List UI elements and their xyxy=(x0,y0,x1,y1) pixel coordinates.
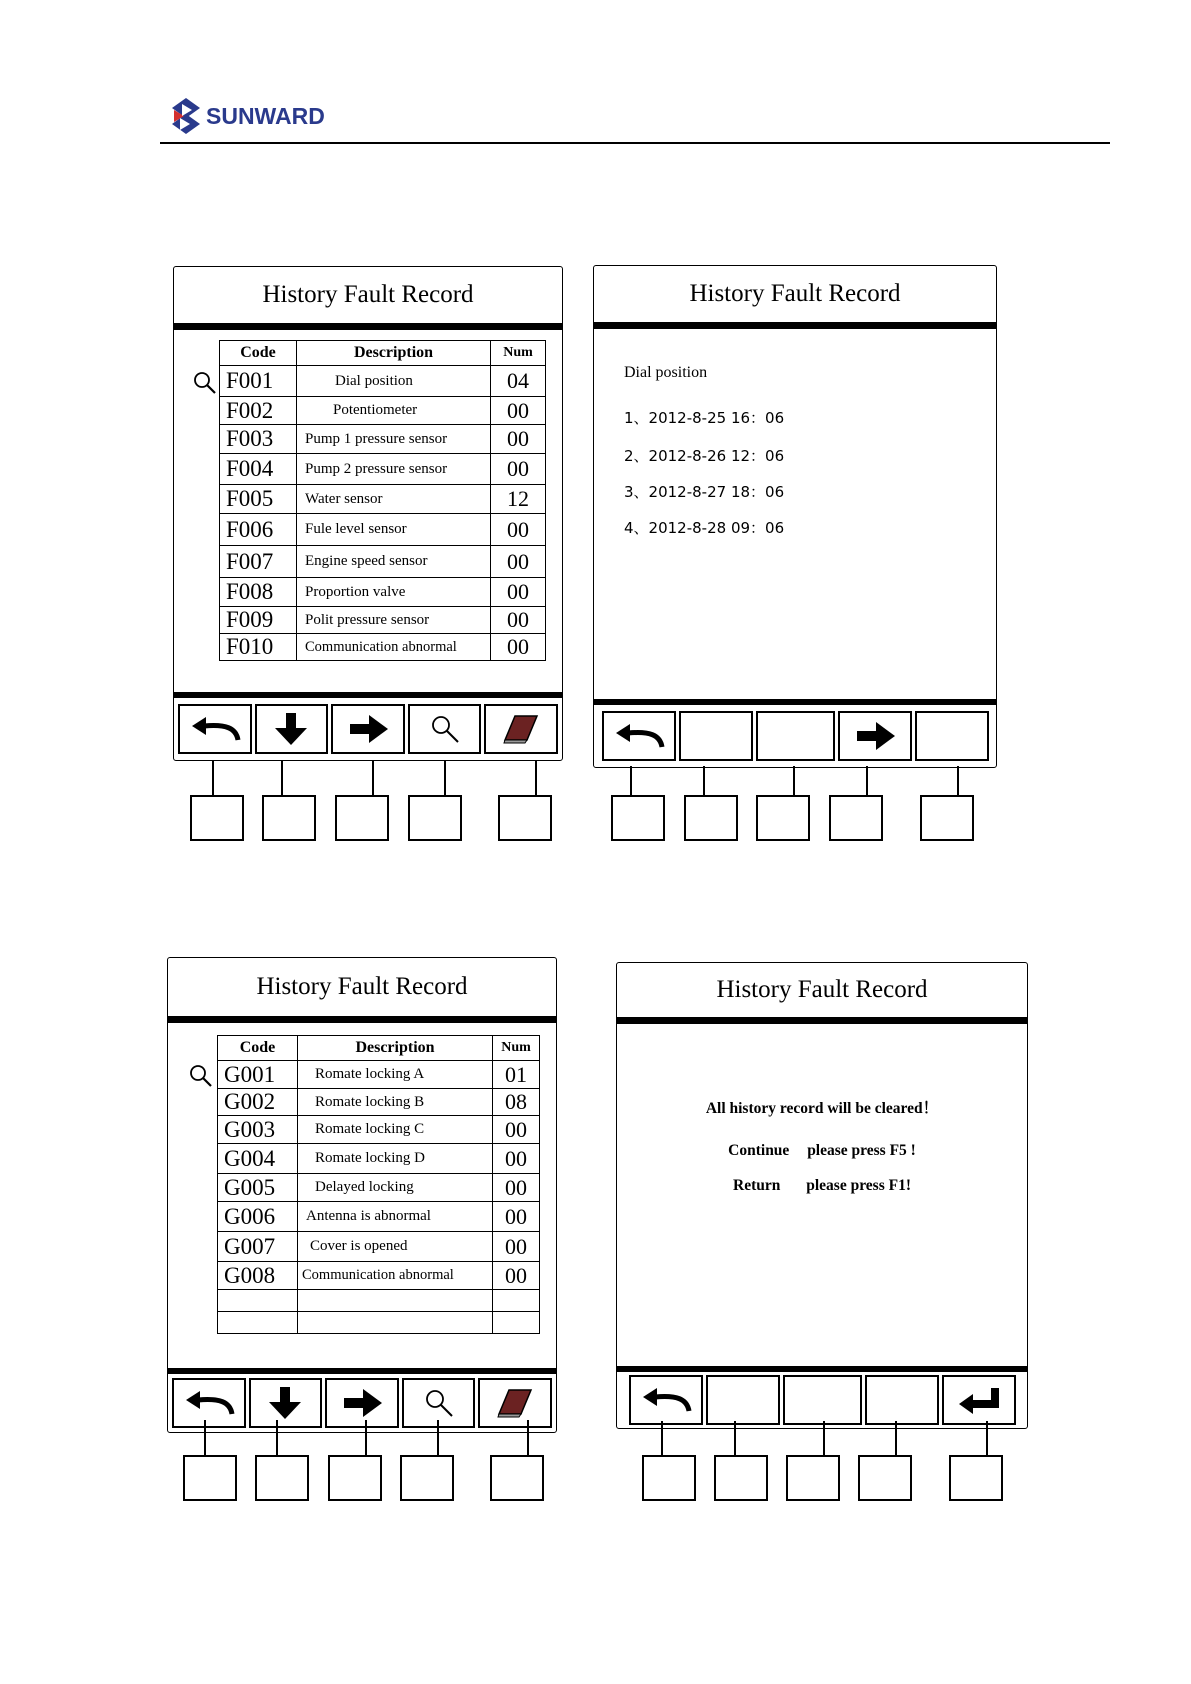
table-row[interactable] xyxy=(218,1232,540,1262)
fault-description: Romate locking A xyxy=(298,1061,493,1089)
f5-enter-button[interactable] xyxy=(942,1375,1016,1425)
table-row[interactable] xyxy=(220,634,546,661)
col-description: Description xyxy=(298,1036,493,1061)
panel-fault-list-g xyxy=(167,957,557,1433)
return-instruction xyxy=(617,1177,1027,1195)
table-row[interactable] xyxy=(220,607,546,634)
search-icon xyxy=(422,1386,456,1420)
brand-name: SUNWARD xyxy=(206,102,325,129)
fault-code: G005 xyxy=(218,1174,298,1202)
key-label-box xyxy=(714,1455,768,1501)
col-num: Num xyxy=(493,1036,540,1061)
continue-action: please press F5 ! xyxy=(807,1142,916,1159)
table-row[interactable] xyxy=(220,578,546,607)
key-connector xyxy=(703,766,705,796)
sunward-logo xyxy=(170,96,325,136)
fault-description: Water sensor xyxy=(297,485,491,514)
fault-description: Antenna is abnormal xyxy=(298,1202,493,1232)
fault-count: 01 xyxy=(493,1061,540,1089)
record-entry: 4、2012-8-28 09：06 xyxy=(624,519,785,537)
panel-clear-confirm xyxy=(616,962,1028,1429)
fault-count: 00 xyxy=(493,1262,540,1290)
key-label-box xyxy=(255,1455,309,1501)
fault-description: Communication abnormal xyxy=(298,1262,493,1290)
key-label-box xyxy=(756,795,810,841)
fault-code: G004 xyxy=(218,1144,298,1174)
title-divider xyxy=(174,323,562,330)
fault-code: F001 xyxy=(220,366,297,397)
back-icon xyxy=(188,714,242,744)
search-icon xyxy=(192,370,218,396)
detail-heading: Dial position xyxy=(624,364,708,381)
col-code: Code xyxy=(218,1036,298,1061)
key-connector xyxy=(444,760,446,796)
fault-count: 00 xyxy=(491,634,546,661)
down-arrow-icon xyxy=(265,1385,305,1421)
table-row[interactable] xyxy=(218,1089,540,1116)
fault-code: F004 xyxy=(220,454,297,485)
panel-body xyxy=(617,1024,1027,1366)
fault-code: G006 xyxy=(218,1202,298,1232)
table-row[interactable] xyxy=(220,397,546,425)
key-connector xyxy=(535,760,537,796)
right-arrow-icon xyxy=(346,713,390,745)
f1-back-button[interactable] xyxy=(629,1375,703,1425)
key-label-box xyxy=(400,1455,454,1501)
key-label-box xyxy=(611,795,665,841)
search-icon xyxy=(188,1063,214,1089)
fault-description: Pump 1 pressure sensor xyxy=(297,425,491,454)
table-row[interactable] xyxy=(218,1061,540,1089)
table-row[interactable] xyxy=(218,1116,540,1144)
f4-search-button[interactable] xyxy=(408,704,482,754)
fault-description: Delayed locking xyxy=(298,1174,493,1202)
key-label-box xyxy=(183,1455,237,1501)
function-keys xyxy=(174,698,562,760)
table-row[interactable] xyxy=(220,454,546,485)
back-icon xyxy=(612,721,666,751)
continue-instruction xyxy=(617,1142,1027,1160)
fault-count: 00 xyxy=(491,397,546,425)
eraser-icon xyxy=(501,712,541,746)
function-keys xyxy=(594,705,996,767)
fault-description: Communication abnormal xyxy=(297,634,491,661)
header-divider xyxy=(160,142,1110,144)
key-connector xyxy=(527,1420,529,1456)
fault-code: G001 xyxy=(218,1061,298,1089)
key-connector xyxy=(204,1420,206,1456)
f3-right-button[interactable] xyxy=(331,704,405,754)
right-arrow-icon xyxy=(853,720,897,752)
record-entry: 1、2012-8-25 16：06 xyxy=(624,409,785,427)
return-action: please press F1! xyxy=(806,1177,911,1194)
f3-blank-button[interactable] xyxy=(783,1375,862,1425)
fault-count: 00 xyxy=(491,578,546,607)
fault-count: 00 xyxy=(491,425,546,454)
f2-down-button[interactable] xyxy=(249,1378,323,1428)
fault-code: F005 xyxy=(220,485,297,514)
function-keys xyxy=(168,1374,556,1432)
fault-code: F006 xyxy=(220,514,297,546)
table-row[interactable] xyxy=(218,1144,540,1174)
title-divider xyxy=(168,1016,556,1023)
f3-blank-button[interactable] xyxy=(756,711,835,761)
fault-code: F010 xyxy=(220,634,297,661)
fault-count: 00 xyxy=(493,1174,540,1202)
fault-description: Potentiometer xyxy=(297,397,491,425)
fault-count: 00 xyxy=(493,1202,540,1232)
f3-right-button[interactable] xyxy=(325,1378,399,1428)
table-row-empty xyxy=(218,1290,540,1312)
fault-description: Engine speed sensor xyxy=(297,546,491,578)
fault-code: G008 xyxy=(218,1262,298,1290)
f1-back-button[interactable] xyxy=(172,1378,246,1428)
table-row[interactable] xyxy=(218,1174,540,1202)
key-connector xyxy=(895,1421,897,1456)
panel-body xyxy=(168,1023,556,1368)
eraser-icon xyxy=(495,1386,535,1420)
record-entry: 2、2012-8-26 12：06 xyxy=(624,447,785,465)
table-row[interactable] xyxy=(220,546,546,578)
f4-blank-button[interactable] xyxy=(865,1375,939,1425)
key-connector xyxy=(365,1420,367,1456)
col-description: Description xyxy=(297,341,491,366)
fault-code: F007 xyxy=(220,546,297,578)
table-row[interactable] xyxy=(220,514,546,546)
fault-code: G003 xyxy=(218,1116,298,1144)
key-label-box xyxy=(408,795,462,841)
title-divider xyxy=(594,322,996,329)
fault-description: Dial position xyxy=(297,366,491,397)
f4-right-button[interactable] xyxy=(838,711,912,761)
panel-title: History Fault Record xyxy=(716,976,928,1003)
table-row[interactable] xyxy=(220,425,546,454)
fault-table xyxy=(217,1035,540,1334)
table-row[interactable] xyxy=(218,1262,540,1290)
col-code: Code xyxy=(220,341,297,366)
title-divider xyxy=(617,1017,1027,1024)
fault-count: 00 xyxy=(491,514,546,546)
key-connector xyxy=(734,1421,736,1456)
key-connector xyxy=(281,760,283,796)
key-label-box xyxy=(335,795,389,841)
fault-description: Romate locking B xyxy=(298,1089,493,1116)
f2-blank-button[interactable] xyxy=(706,1375,780,1425)
function-keys xyxy=(617,1372,1027,1428)
key-label-box xyxy=(858,1455,912,1501)
back-icon xyxy=(639,1385,693,1415)
f4-search-button[interactable] xyxy=(402,1378,476,1428)
key-label-box xyxy=(642,1455,696,1501)
fault-count: 00 xyxy=(493,1116,540,1144)
right-arrow-icon xyxy=(340,1387,384,1419)
fault-code: F003 xyxy=(220,425,297,454)
key-label-box xyxy=(190,795,244,841)
table-row[interactable] xyxy=(220,366,546,397)
fault-description: Romate locking C xyxy=(298,1116,493,1144)
search-icon xyxy=(428,712,462,746)
panel-title: History Fault Record xyxy=(256,973,468,1000)
continue-label: Continue xyxy=(728,1142,790,1159)
key-connector xyxy=(437,1420,439,1456)
fault-count: 08 xyxy=(493,1089,540,1116)
fault-count: 00 xyxy=(493,1144,540,1174)
key-connector xyxy=(212,760,214,796)
key-label-box xyxy=(949,1455,1003,1501)
fault-table xyxy=(219,340,546,661)
table-row[interactable] xyxy=(220,485,546,514)
fault-description: Pump 2 pressure sensor xyxy=(297,454,491,485)
fault-code: G002 xyxy=(218,1089,298,1116)
key-connector xyxy=(630,766,632,796)
back-icon xyxy=(182,1388,236,1418)
fault-description: Cover is opened xyxy=(298,1232,493,1262)
key-label-box xyxy=(684,795,738,841)
panel-title: History Fault Record xyxy=(262,281,474,308)
panel-title: History Fault Record xyxy=(689,280,901,307)
key-connector xyxy=(986,1421,988,1456)
fault-code: F008 xyxy=(220,578,297,607)
f5-clear-button[interactable] xyxy=(478,1378,552,1428)
key-label-box xyxy=(490,1455,544,1501)
down-arrow-icon xyxy=(271,711,311,747)
key-label-box xyxy=(786,1455,840,1501)
table-row[interactable] xyxy=(218,1202,540,1232)
table-header xyxy=(220,341,546,366)
fault-code: G007 xyxy=(218,1232,298,1262)
fault-count: 00 xyxy=(491,454,546,485)
key-label-box xyxy=(829,795,883,841)
fault-count: 04 xyxy=(491,366,546,397)
fault-code: F009 xyxy=(220,607,297,634)
fault-description: Polit pressure sensor xyxy=(297,607,491,634)
key-connector xyxy=(793,766,795,796)
key-label-box xyxy=(498,795,552,841)
clear-warning: All history record will be cleared！ xyxy=(705,1100,939,1117)
key-connector xyxy=(276,1420,278,1456)
return-label: Return xyxy=(733,1177,781,1194)
fault-count: 12 xyxy=(491,485,546,514)
f2-down-button[interactable] xyxy=(255,704,329,754)
f5-clear-button[interactable] xyxy=(484,704,558,754)
f2-blank-button[interactable] xyxy=(679,711,753,761)
fault-count: 00 xyxy=(493,1232,540,1262)
panel-fault-detail xyxy=(593,265,997,768)
f1-back-button[interactable] xyxy=(602,711,676,761)
key-connector xyxy=(823,1421,825,1456)
record-entry: 3、2012-8-27 18：06 xyxy=(624,483,785,501)
key-label-box xyxy=(262,795,316,841)
col-num: Num xyxy=(491,341,546,366)
key-label-box xyxy=(920,795,974,841)
table-row-empty xyxy=(218,1312,540,1334)
enter-icon xyxy=(955,1384,1003,1416)
sunward-logo-icon xyxy=(170,96,202,136)
panel-body xyxy=(594,329,996,699)
fault-code: F002 xyxy=(220,397,297,425)
key-label-box xyxy=(328,1455,382,1501)
f5-blank-button[interactable] xyxy=(915,711,989,761)
fault-description: Proportion valve xyxy=(297,578,491,607)
key-connector xyxy=(957,766,959,796)
fault-description: Romate locking D xyxy=(298,1144,493,1174)
f1-back-button[interactable] xyxy=(178,704,252,754)
panel-fault-list-f xyxy=(173,266,563,761)
key-connector xyxy=(372,760,374,796)
key-connector xyxy=(661,1421,663,1456)
key-connector xyxy=(866,766,868,796)
fault-count: 00 xyxy=(491,607,546,634)
table-header xyxy=(218,1036,540,1061)
panel-body xyxy=(174,330,562,692)
fault-count: 00 xyxy=(491,546,546,578)
fault-description: Fule level sensor xyxy=(297,514,491,546)
